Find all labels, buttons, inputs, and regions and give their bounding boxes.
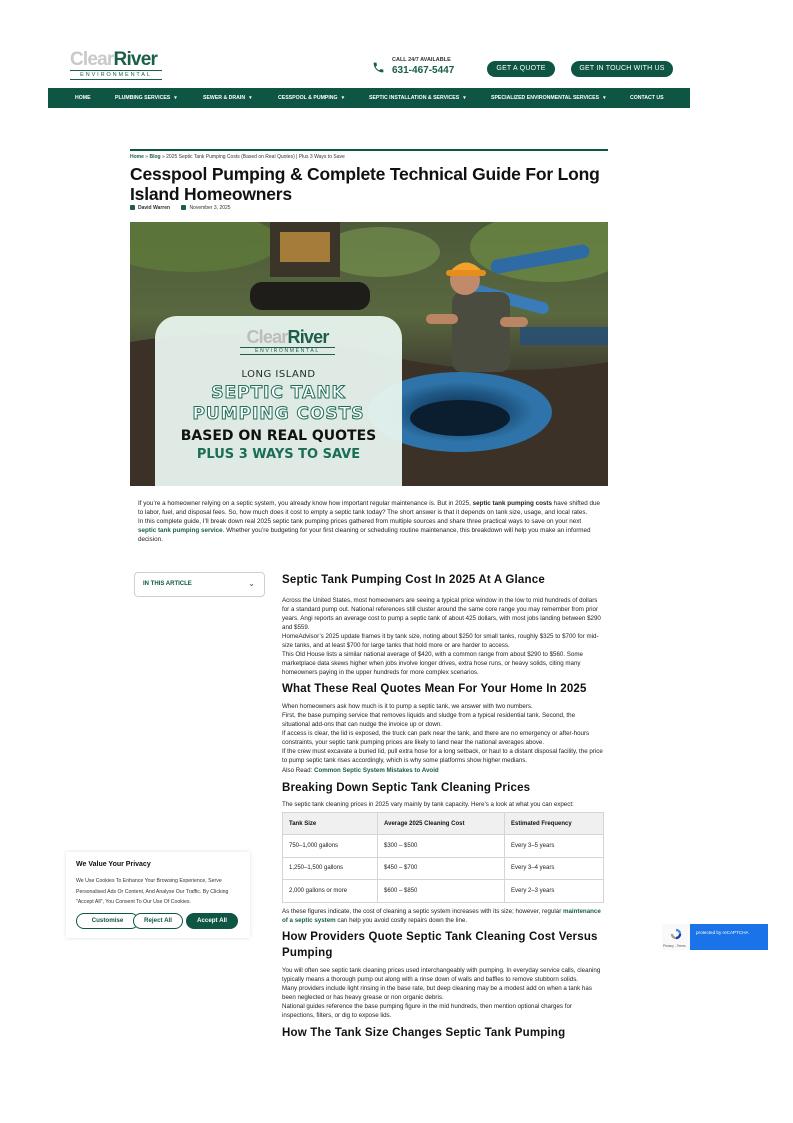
author-name[interactable]: David Warren xyxy=(138,205,171,211)
section-heading: Septic Tank Pumping Cost In 2025 At A Glance xyxy=(282,574,545,586)
table-header: Tank Size xyxy=(283,813,378,835)
chevron-down-icon: ▾ xyxy=(463,95,466,101)
cookie-title: We Value Your Privacy xyxy=(76,861,151,868)
article-divider xyxy=(130,149,608,151)
maintenance-link[interactable]: maintenance of a septic system xyxy=(282,907,601,924)
nav-item-plumbing[interactable]: PLUMBING SERVICES ▾ xyxy=(115,95,177,101)
publish-date: November 3, 2025 xyxy=(189,205,231,211)
nav-item-cesspool[interactable]: CESSPOOL & PUMPING ▾ xyxy=(278,95,345,101)
table-cell: Every 3–5 years xyxy=(505,835,604,858)
phone-icon xyxy=(372,61,385,74)
main-nav xyxy=(48,88,690,108)
hero-logo: ClearRiver ENVIRONMENTAL xyxy=(240,328,335,355)
recaptcha-icon xyxy=(669,927,683,941)
cookie-description: We Use Cookies To Enhance Your Browsing Experience, Serve Personalised Ads Or Content, And Analyse Our Traffic. By Clicking "Accept All", You Consent To Our Use Of Cookies. xyxy=(76,878,229,905)
table-of-contents-toggle[interactable] xyxy=(134,572,265,597)
paragraph: You will often see septic tank cleaning prices used interchangeably with pumping. In everyday service calls, cleaning typically means a thorough pump out along with a rinse down of walls and baffles to remove stubborn solids. xyxy=(282,966,601,983)
intro-paragraph-2: In this complete guide, I’ll break down real 2025 septic tank pumping prices gathered from multiple sources and share three practical ways to save on your next septic tank pumping service. Whether you’re budgeting for your first cleaning or scheduling routine maintenance, this breakdown will help you make an informed decision. xyxy=(138,518,591,544)
logo-word-river: River xyxy=(113,49,158,70)
nav-item-septic-installation[interactable]: SEPTIC INSTALLATION & SERVICES ▾ xyxy=(369,95,466,101)
section-heading: Breaking Down Septic Tank Cleaning Prices xyxy=(282,781,531,794)
chevron-down-icon: ▾ xyxy=(174,95,177,101)
article-body xyxy=(282,572,604,1042)
table-cell: 2,000 gallons or more xyxy=(283,880,378,903)
nav-item-home[interactable]: HOME xyxy=(75,95,91,101)
breadcrumb-current: 2025 Septic Tank Pumping Costs (Based on Real Quotes) | Plus 3 Ways to Save xyxy=(166,154,345,160)
paragraph: This Old House lists a similar national average of $420, with a common range from about $290 to $560. Some marketplace data skews higher when jobs involve longer drives, extra hose runs, or heavy solids, citing many homeowners paying in the upper hundreds for more complex scenarios. xyxy=(282,651,583,677)
paragraph: Across the United States, most homeowners are seeing a typical price window in the low to mid hundreds of dollars for a standard pump out. National references still cluster around the same core range you may remember from prior years. Angi reports an average cost to pump a septic tank of about 425 dollars, with most jobs landing between $290 and $559. xyxy=(282,596,601,631)
table-cell: Every 2–3 years xyxy=(505,880,604,903)
table-cell: $300 – $500 xyxy=(378,835,505,858)
intro-paragraph-1: If you’re a homeowner relying on a septic system, you already know how important regular maintenance is. But in 2025, septic tank pumping costs have shifted due to labor, fuel, and disposal fees. So, how much does it cost to empty a septic tank today? The short answer is that it depends on tank size, usage, and local rates. xyxy=(138,500,601,517)
table-header-row xyxy=(283,813,604,835)
breadcrumb-sep: » xyxy=(161,154,165,160)
recaptcha-privacy-terms[interactable]: Privacy - Terms xyxy=(663,944,686,948)
also-read: Also Read: Common Septic System Mistakes to Avoid xyxy=(282,766,439,774)
paragraph: Many providers include light rinsing in the base rate, but deep cleaning may be a modest add on when a tank has been neglected or has heavy grease or non organic debris. xyxy=(282,985,592,1002)
paragraph: The septic tank cleaning prices in 2025 vary mainly by tank capacity. Here’s a look at what you can expect: xyxy=(282,801,574,809)
table-header: Average 2025 Cleaning Cost xyxy=(378,813,505,835)
table-row xyxy=(283,880,604,903)
table-row xyxy=(283,857,604,880)
hero-line-save: PLUS 3 WAYS TO SAVE xyxy=(196,447,361,462)
breadcrumb xyxy=(130,154,345,160)
price-table xyxy=(282,812,604,903)
table-cell: Every 3–4 years xyxy=(505,857,604,880)
breadcrumb-sep: » xyxy=(145,154,149,160)
paragraph: As these figures indicate, the cost of cleaning a septic system increases with its size; however, regular maintenance of a septic system can help you avoid costly repairs down the line. xyxy=(282,907,601,924)
paragraph: If the crew must excavate a buried lid, pull extra hose for a long setback, or haul to a distant disposal facility, the price to pump septic tank rises accordingly, which is why some platforms show higher medians. xyxy=(282,748,603,765)
site-logo[interactable] xyxy=(70,50,162,80)
table-header: Estimated Frequency xyxy=(505,813,604,835)
recaptcha-text: protected by reCAPTCHA xyxy=(690,924,768,950)
call-label: CALL 24/7 AVAILABLE xyxy=(392,57,451,63)
customise-button[interactable]: Customise xyxy=(76,913,139,929)
common-mistakes-link[interactable]: Common Septic System Mistakes to Avoid xyxy=(314,766,439,774)
section-heading: How The Tank Size Changes Septic Tank Pumping xyxy=(282,1027,566,1040)
breadcrumb-blog[interactable]: Blog xyxy=(149,154,161,160)
table-cell: 750–1,000 gallons xyxy=(283,835,378,858)
author-icon xyxy=(130,205,135,210)
hero-line-headline: SEPTIC TANK PUMPING COSTS xyxy=(192,383,365,424)
hero-image xyxy=(130,222,608,486)
chevron-down-icon: ▾ xyxy=(603,95,606,101)
hero-line-quotes: BASED ON REAL QUOTES xyxy=(180,428,377,444)
section-heading: How Providers Quote Septic Tank Cleaning Cost Versus Pumping xyxy=(282,930,598,960)
page-title: Cesspool Pumping & Complete Technical Guide For Long Island Homeowners xyxy=(130,164,600,204)
logo-word-clear: Clear xyxy=(70,49,114,70)
cookie-consent-banner xyxy=(66,852,250,938)
logo-subtitle: ENVIRONMENTAL xyxy=(70,70,162,80)
paragraph: First, the base pumping service that removes liquids and sludge from a typical residential tank. Second, the situational add-ons that can nudge the invoice up or down. xyxy=(282,711,576,729)
table-row xyxy=(283,835,604,858)
article-meta xyxy=(130,205,231,211)
table-cell: $450 – $700 xyxy=(378,857,505,880)
intro-text xyxy=(138,499,600,544)
reject-all-button[interactable]: Reject All xyxy=(133,913,183,929)
nav-item-contact[interactable]: CONTACT US xyxy=(630,95,664,101)
paragraph: If access is clear, the lid is exposed, the truck can park near the tank, and there are no emergency or after-hours constraints, your septic tank pumping prices are likely to land near the national averages above. xyxy=(282,730,590,747)
paragraph: National guides reference the base pumping figure in the mid hundreds, then mention optional charges for inspections, filters, or dig to expose lids. xyxy=(282,1003,572,1020)
breadcrumb-home[interactable]: Home xyxy=(130,154,144,160)
chevron-down-icon: ⌄ xyxy=(248,579,255,588)
calendar-icon xyxy=(181,205,186,210)
toc-label: IN THIS ARTICLE xyxy=(143,581,192,587)
nav-item-specialized[interactable]: SPECIALIZED ENVIRONMENTAL SERVICES ▾ xyxy=(491,95,606,101)
chevron-down-icon: ▾ xyxy=(341,95,345,101)
nav-item-sewer[interactable]: SEWER & DRAIN ▾ xyxy=(203,95,252,101)
table-cell: $600 – $850 xyxy=(378,880,505,903)
recaptcha-badge[interactable] xyxy=(662,924,768,950)
septic-pumping-service-link[interactable]: septic tank pumping service xyxy=(138,527,223,535)
table-cell: 1,250–1,500 gallons xyxy=(283,857,378,880)
paragraph: When homeowners ask how much is it to pump a septic tank, we answer with two numbers. xyxy=(282,702,533,710)
hero-promo-card xyxy=(155,316,402,486)
accept-all-button[interactable]: Accept All xyxy=(186,913,238,929)
get-a-quote-button[interactable]: GET A QUOTE xyxy=(487,61,555,77)
section-heading: What These Real Quotes Mean For Your Home In 2025 xyxy=(282,683,587,696)
paragraph: HomeAdvisor’s 2025 update frames it by tank size, noting about $250 for small tanks, roughly $325 to $700 for mid-size tanks, and at least $700 for large tanks that hold more or are harder to access. xyxy=(282,632,599,649)
chevron-down-icon: ▾ xyxy=(249,95,252,101)
get-in-touch-button[interactable]: GET IN TOUCH WITH US xyxy=(571,61,673,77)
hero-line-long-island: LONG ISLAND xyxy=(241,369,316,380)
phone-number[interactable]: 631-467-5447 xyxy=(392,65,455,76)
